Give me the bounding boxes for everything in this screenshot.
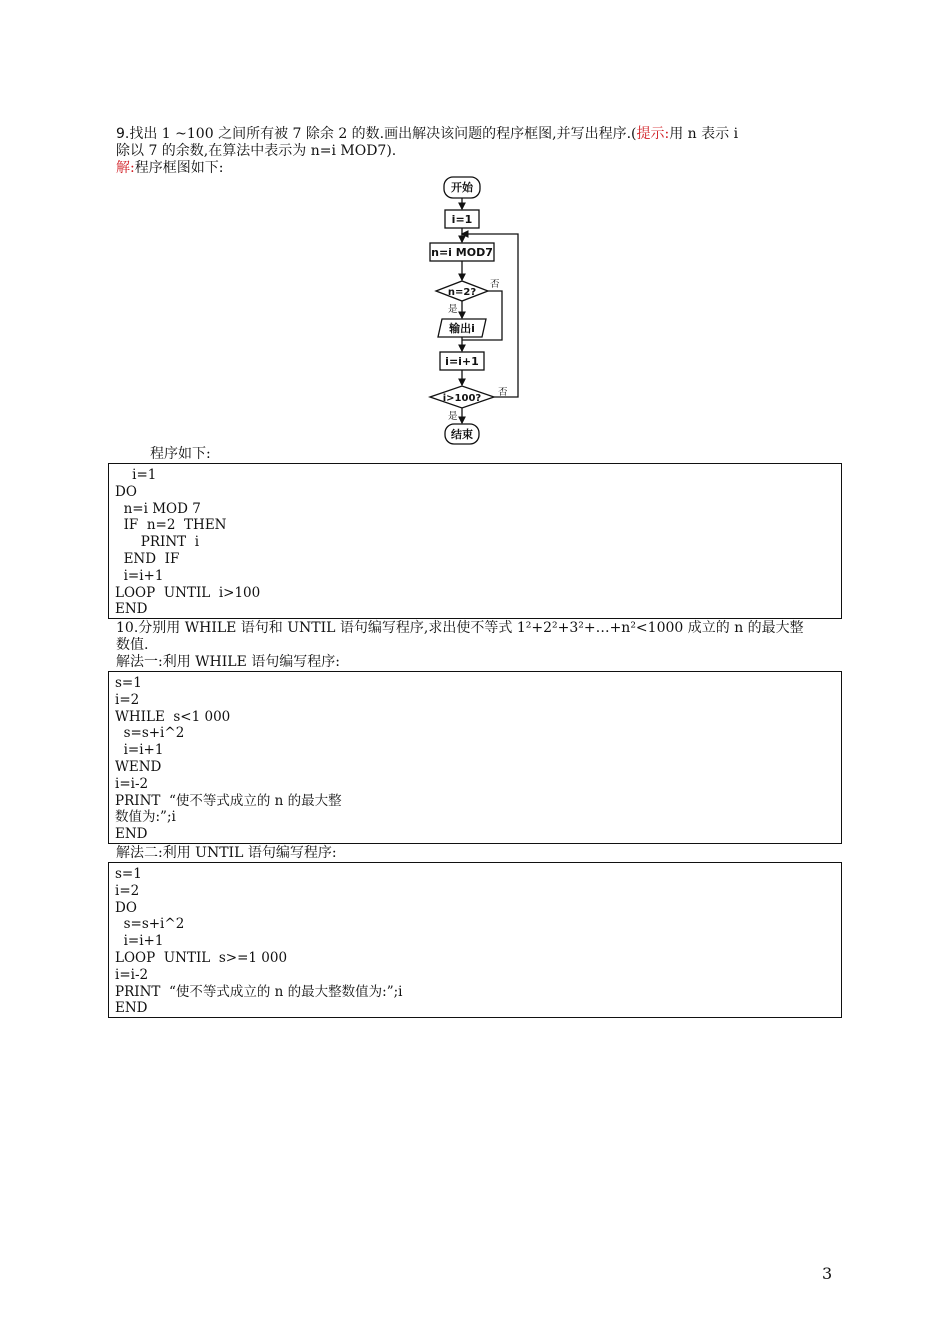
- flow-yes1-label: 是: [448, 304, 458, 315]
- code-line: LOOP UNTIL s>=1 000: [115, 949, 288, 966]
- code-box-3: [108, 862, 842, 1018]
- code-line: END: [115, 826, 148, 843]
- code-line: DO: [115, 899, 137, 916]
- q9-answer-label: 解:: [116, 160, 135, 176]
- flowchart: [420, 172, 540, 448]
- code-line: END: [115, 1000, 148, 1017]
- flow-output-label: 输出i: [449, 322, 475, 335]
- code-line: DO: [115, 483, 137, 500]
- code-line: WEND: [115, 758, 162, 775]
- q10-method-1: 解法一:利用 WHILE 语句编写程序:: [116, 654, 340, 670]
- flow-start-label: 开始: [451, 181, 473, 194]
- q9-answer-text: 程序框图如下:: [134, 160, 224, 176]
- code-line: PRINT “使不等式成立的 n 的最大整: [115, 792, 342, 809]
- q9-line-1: [116, 126, 738, 143]
- q9-hint-label: 提示:: [636, 126, 670, 142]
- q9-number: 9.: [116, 126, 130, 142]
- code-block-3: [115, 866, 402, 1017]
- q10-line-1: 10.分别用 WHILE 语句和 UNTIL 语句编写程序,求出使不等式 1²+2²+3²+…+n²<1000 成立的 n 的最大整: [116, 620, 804, 636]
- q10-line-2: 数值.: [116, 637, 149, 653]
- code-line: s=1: [115, 866, 142, 882]
- q9-answer-line: [116, 160, 223, 177]
- flow-end-label: 结束: [451, 428, 473, 441]
- code-line: i=i+1: [115, 742, 164, 759]
- flow-incr-label: i=i+1: [445, 355, 479, 368]
- code-line: i=i-2: [115, 966, 149, 983]
- flow-no2-label: 否: [498, 387, 508, 398]
- q9-text-1: 找出 1 ~100 之间所有被 7 除余 2 的数.画出解决该问题的程序框图,并写出程序.(: [129, 126, 637, 142]
- code-line: i=i-2: [115, 775, 149, 792]
- code-line: s=1: [115, 675, 142, 691]
- code-line: END IF: [115, 550, 180, 567]
- code-line: PRINT “使不等式成立的 n 的最大整数值为:”;i: [115, 983, 403, 1000]
- q10-method-2: 解法二:利用 UNTIL 语句编写程序:: [116, 845, 337, 861]
- code-line: i=2: [115, 882, 140, 899]
- code-line: i=i+1: [115, 933, 164, 950]
- code-block-2: [115, 675, 342, 843]
- code-line: s=s+i^2: [115, 916, 185, 933]
- code-line: END: [115, 601, 148, 618]
- page-number: 3: [822, 1264, 833, 1283]
- code-block-1: [115, 467, 260, 618]
- code-line: PRINT i: [115, 534, 200, 551]
- flow-cond1-label: n=2?: [447, 287, 477, 298]
- code-line: WHILE s<1 000: [115, 708, 231, 725]
- code-line: n=i MOD 7: [115, 500, 201, 517]
- flow-init-label: i=1: [451, 213, 473, 226]
- flow-yes2-label: 是: [448, 411, 458, 422]
- code-line: i=1: [115, 467, 157, 483]
- code-box-1: [108, 463, 842, 619]
- program-label: 程序如下:: [150, 446, 211, 462]
- code-line: i=2: [115, 691, 140, 708]
- code-line: s=s+i^2: [115, 725, 185, 742]
- code-line: LOOP UNTIL i>100: [115, 584, 261, 601]
- q9-text-2: 用 n 表示 i: [669, 126, 739, 142]
- flow-no1-label: 否: [490, 279, 500, 290]
- q9-line-2: 除以 7 的余数,在算法中表示为 n=i MOD7).: [116, 143, 397, 159]
- code-line: 数值为:”;i: [115, 809, 176, 826]
- flow-mod-label: n=i MOD7: [431, 246, 493, 259]
- flow-cond2-label: i>100?: [442, 393, 482, 404]
- code-line: IF n=2 THEN: [115, 517, 227, 534]
- code-box-2: [108, 671, 842, 844]
- code-line: i=i+1: [115, 567, 164, 584]
